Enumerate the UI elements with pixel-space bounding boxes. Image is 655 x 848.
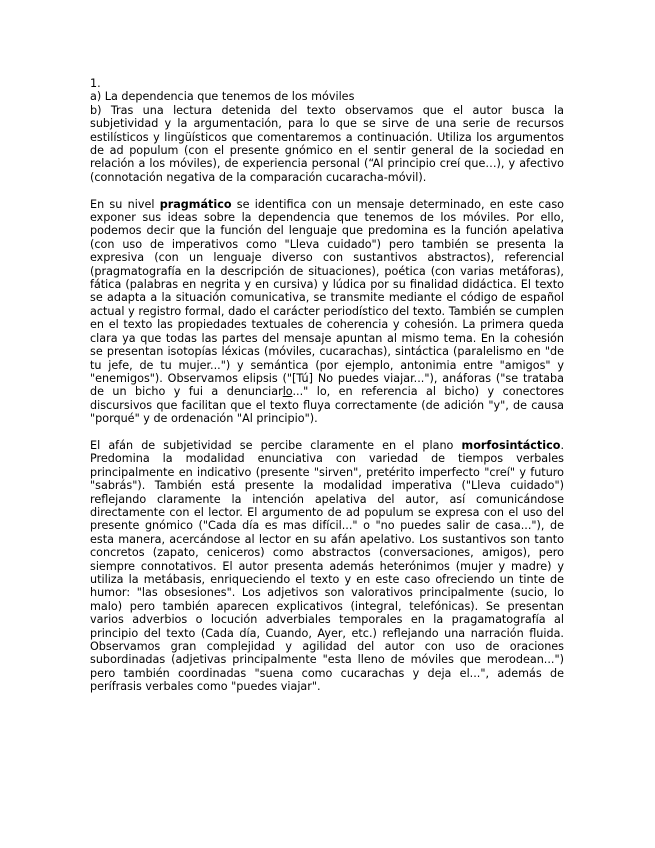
paragraph-pragmatic-body: se identifica con un mensaje determinado, en este caso exponer sus ideas sobre la dependencia que tenemos de los móviles. Por ello, podemos decir que la función del lenguaje que predomina es la función apelativa (con uso de imperativos como "Lleva cuidado") pero también se presenta la expresiva (con un lenguaje diverso con sustantivos abstractos), referencial (pragmatografía en la descripción de situaciones), poética (con varias metáforas), fática (palabras en negrita y en cursiva) y lúdica por su finalidad didáctica. El texto se adapta a la situación comunicativa, se transmite mediante el código de español actual y registro formal, dado el carácter periodístico del texto. También se cumplen en el texto las propiedades textuales de coherencia y cohesión. La primera queda clara ya que todas las partes del mensaje apuntan al mismo tema. En la cohesión se presentan isotopías léxicas (móviles, cucarachas), sintáctica (paralelismo en "de tu jefe, de tu mujer...") y semántica (por ejemplo, antonimia entre "amigos" y "enemigos"). Observamos elipsis ("[Tú] No puedes viajar..."), anáforas ("se trataba de un bicho y fui a denunciar	[90, 197, 564, 399]
keyword-morfosintactico: morfosintáctico	[461, 438, 561, 452]
paragraph-pragmatic-end: ..." lo, en referencia al bicho) y conectores discursivos que facilitan que el texto fluya correctamente (de adición "y", de causa "porqué" y de ordenación "Al principio").	[90, 385, 564, 426]
paragraph-pragmatic	[90, 198, 564, 426]
paragraph-pragmatic-intro: En su nivel	[90, 197, 160, 211]
keyword-pragmatico: pragmático	[159, 197, 232, 211]
item-b: b) Tras una lectura detenida del texto observamos que el autor busca la subjetividad y la argumentación, para lo que se sirve de una serie de recursos estilísticos y lingüísticos que comentaremos a continuación. Utiliza los argumentos de ad populum (con el presente gnómico en el sentir general de la sociedad en relación a los móviles), de experiencia personal (“Al principio creí que…), y afectivo (connotación negativa de la comparación cucaracha-móvil).	[90, 103, 564, 184]
heading-number: 1.	[90, 77, 101, 90]
item-a: a) La dependencia que tenemos de los móviles	[90, 90, 355, 104]
paragraph-morphosyntactic	[90, 439, 564, 694]
document-page	[90, 77, 564, 694]
paragraph-gap	[90, 184, 564, 197]
underlined-word: lo	[282, 385, 293, 399]
paragraph-gap	[90, 426, 564, 439]
paragraph-morpho-intro: El afán de subjetividad se percibe claramente en el plano	[90, 438, 462, 452]
paragraph-morpho-body: . Predomina la modalidad enunciativa con variedad de tiempos verbales principalmente en indicativo (presente "sirven", pretérito imperfecto "creí" y futuro "sabrás"). También está presente la modalidad imperativa ("Lleva cuidado") reflejando claramente la intención apelativa del autor, así comunicándose directamente con el lector. El argumento de ad populum se expresa con el uso del presente gnómico ("Cada día es mas difícil..." o "no puedes salir de casa..."), de esta manera, acercándose al lector en su afán apelativo. Los sustantivos son tanto concretos (zapato, ceniceros) como abstractos (conversaciones, amigos), pero siempre connotativos. El autor presenta además heterónimos (mujer y madre) y utiliza la metábasis, enriqueciendo el texto y en este caso ofreciendo un tinte de humor: "las obsesiones". Los adjetivos son valorativos principalmente (sucio, lo malo) pero también aparecen explicativos (integral, telefónicas). Se presentan varios adverbios o locución adverbiales temporales en la pragamatografía al principio del texto (Cada día, Cuando, Ayer, etc.) reflejando una narración fluida. Observamos gran complejidad y agilidad del autor con uso de oraciones subordinadas (adjetivas principalmente "esta lleno de móviles que merodean...") pero también coordinadas "suena como cucarachas y deja el...", además de perífrasis verbales como "puedes viajar".	[90, 438, 564, 694]
